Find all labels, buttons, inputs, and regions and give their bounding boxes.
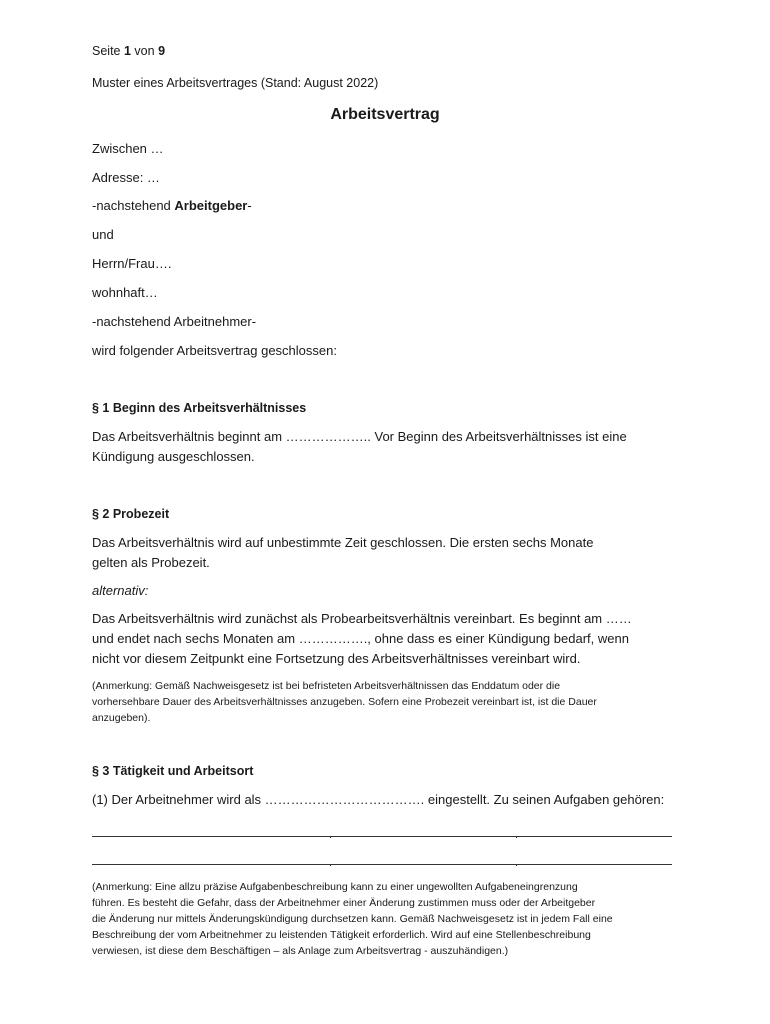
fill-in-line: [92, 836, 672, 837]
section-2-note-line: vorhersehbare Dauer des Arbeitsverhältnisses anzugeben. Sofern eine Probezeit vereinbart ist, ist die Dauer: [92, 696, 597, 708]
document-subtitle: Muster eines Arbeitsvertrages (Stand: August 2022): [92, 76, 379, 90]
document-title: Arbeitsvertrag: [330, 106, 440, 123]
section-2-alt-line: nicht vor diesem Zeitpunkt eine Fortsetzung des Arbeitsverhältnisses vereinbart wird.: [92, 651, 581, 666]
line-segment-mark: [516, 864, 517, 866]
section-1-line: Kündigung ausgeschlossen.: [92, 449, 255, 464]
section-3-note-line: die Änderung nur mittels Änderungskündigung durchsetzen kann. Gemäß Nachweisgesetz ist in jedem Fall eine: [92, 913, 613, 925]
section-3-heading: § 3 Tätigkeit und Arbeitsort: [92, 764, 254, 778]
parties-adresse: Adresse: …: [92, 170, 160, 185]
employer-suffix: -: [247, 198, 252, 213]
employer-label: Arbeitgeber: [174, 198, 248, 213]
parties-und: und: [92, 227, 114, 242]
parties-herr-frau: Herrn/Frau….: [92, 256, 172, 271]
page-separator: von: [134, 44, 155, 58]
section-2-line: gelten als Probezeit.: [92, 555, 210, 570]
fill-in-line: [92, 864, 672, 865]
section-3-note-line: Beschreibung der vom Arbeitnehmer zu leistenden Tätigkeit erforderlich. Wird auf eine Stellenbeschreibung: [92, 929, 591, 941]
parties-wohnhaft: wohnhaft…: [92, 285, 158, 300]
section-2-line: Das Arbeitsverhältnis wird auf unbestimmte Zeit geschlossen. Die ersten sechs Monate: [92, 535, 594, 550]
parties-zwischen: Zwischen …: [92, 141, 164, 156]
section-2-heading: § 2 Probezeit: [92, 507, 170, 521]
line-segment-mark: [330, 836, 331, 838]
line-segment-mark: [330, 864, 331, 866]
page-total: 9: [158, 44, 166, 58]
section-1-line: Das Arbeitsverhältnis beginnt am ……………….. Vor Beginn des Arbeitsverhältnisses ist eine: [92, 429, 627, 444]
section-2-alt-line: und endet nach sechs Monaten am ……………., ohne dass es einer Kündigung bedarf, wenn: [92, 631, 629, 646]
page-number: [92, 44, 165, 58]
parties-employee: -nachstehend Arbeitnehmer-: [92, 314, 257, 329]
section-2-alt-line: Das Arbeitsverhältnis wird zunächst als Probearbeitsverhältnis vereinbart. Es beginnt am ……: [92, 611, 632, 626]
page-prefix: Seite: [92, 44, 121, 58]
employer-prefix: -nachstehend: [92, 198, 175, 213]
section-1-heading: § 1 Beginn des Arbeitsverhältnisses: [92, 401, 307, 415]
section-3-line: (1) Der Arbeitnehmer wird als ………………………………. eingestellt. Zu seinen Aufgaben gehören:: [92, 792, 665, 807]
section-2-alternativ: [92, 583, 148, 598]
parties-closing: wird folgender Arbeitsvertrag geschlossen:: [92, 343, 337, 358]
parties-employer: [92, 198, 252, 213]
section-3-note-line: (Anmerkung: Eine allzu präzise Aufgabenbeschreibung kann zu einer ungewollten Aufgabeneingrenzung: [92, 881, 578, 893]
section-3-note-line: führen. Es besteht die Gefahr, dass der Arbeitnehmer einer Änderung zustimmen muss oder der Arbeitgeber: [92, 897, 596, 909]
alternativ-label: alternativ:: [92, 583, 149, 598]
section-2-note-line: (Anmerkung: Gemäß Nachweisgesetz ist bei befristeten Arbeitsverhältnissen das Enddatum oder die: [92, 680, 561, 692]
line-segment-mark: [516, 836, 517, 838]
section-3-note-line: verwiesen, ist diese dem Beschäftigen – als Anlage zum Arbeitsvertrag - auszuhändigen.): [92, 945, 509, 957]
section-2-note-line: anzugeben).: [92, 712, 151, 724]
page-current: 1: [123, 44, 131, 58]
